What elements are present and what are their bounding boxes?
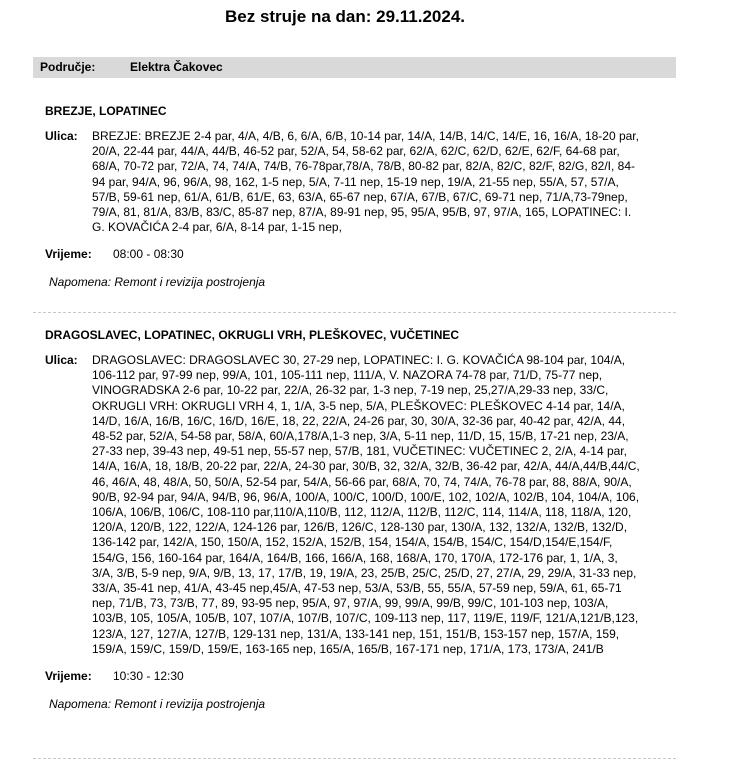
page-title: Bez struje na dan: 29.11.2024. xyxy=(224,7,465,26)
street-row xyxy=(45,129,675,235)
time-row xyxy=(45,247,675,262)
area-value: Elektra Čakovec xyxy=(130,60,223,74)
outage-title: BREZJE, LOPATINEC xyxy=(45,104,167,118)
street-label: Ulica: xyxy=(45,129,78,143)
outage-title: DRAGOSLAVEC, LOPATINEC, OKRUGLI VRH, PLEŠKOVEC, VUČETINEC xyxy=(45,328,460,342)
divider xyxy=(33,758,676,759)
area-bar xyxy=(33,57,676,78)
street-list: DRAGOSLAVEC: DRAGOSLAVEC 30, 27-29 nep, LOPATINEC: I. G. KOVAČIĆA 98-104 par, 104/A, 106-112 par, 97-99 nep, 99/A, 101, 105-111 nep, 111/A, V. NAZORA 74-78 par, 71/D, 75-77 nep, VINOGRADSKA 2-6 par, 10-22 par, 22/A, 26-32 par, 1-3 nep, 7-19 nep, 25,27/A,29-33 nep, 33/C, OKRUGLI VRH: OKRUGLI VRH 4, 1, 1/A, 3-5 nep, 5/A, PLEŠKOVEC: PLEŠKOVEC 4-14 par, 14/A, 14/D, 16/A, 16/B, 16/C, 16/D, 16/E, 18, 22, 22/A, 24-26 par, 30, 30/A, 32-36 par, 40-42 par, 42/A, 44, 48-52 par, 52/A, 54-58 par, 58/A, 60/A,178/A,1-3 nep, 3/A, 5-11 nep, 11/D, 15, 15/B, 17-21 nep, 23/A, 27-33 nep, 39-43 nep, 49-51 nep, 55-57 nep, 57/B, 181, VUČETINEC: VUČETINEC 2, 2/A, 4-14 par, 14/A, 16/A, 18, 18/B, 20-22 par, 22/A, 24-30 par, 30/B, 32, 32/A, 32/B, 36-42 par, 42/A, 44/A,44/B,44/C, 46, 46/A, 48, 48/A, 50, 50/A, 52-54 par, 54/A, 56-66 par, 68/A, 70, 74, 74/A, 76-78 par, 88, 88/A, 90/A, 90/B, 92-94 par, 94/A, 94/B, 96, 96/A, 100/A, 100/C, 100/D, 100/E, 102, 102/A, 102/B, 104, 104/A, 106, 106/A, 106/B, 106/C, 108-110 par,110/A,110/B, 112, 112/A, 112/B, 112/C, 114, 114/A, 118, 118/A, 120, 120/A, 120/B, 122, 122/A, 124-126 par, 126/B, 126/C, 128-130 par, 130/A, 132, 132/A, 132/B, 132/D, 136-142 par, 142/A, 150, 150/A, 152, 152/A, 152/B, 154, 154/A, 154/B, 154/C, 154/D,154/E,154/F, 154/G, 156, 160-164 par, 164/A, 164/B, 166, 166/A, 168, 168/A, 170, 170/A, 172-176 par, 1, 1/A, 3, 3/A, 3/B, 5-9 nep, 9/A, 9/B, 13, 17, 17/B, 19, 19/A, 23, 25/B, 25/C, 25/D, 27, 27/A, 29, 29/A, 31-33 nep, 33/A, 35-41 nep, 41/A, 43-45 nep,45/A, 47-53 nep, 53/A, 53/B, 55, 55/A, 57-59 nep, 59/A, 61, 65-71 nep, 71/B, 73, 73/B, 77, 89, 93-95 nep, 95/A, 97, 97/A, 99, 99/A, 99/B, 99/C, 101-103 nep, 103/A, 103/B, 105, 105/A, 105/B, 107, 107/A, 107/B, 107/C, 109-113 nep, 117, 119/E, 119/F, 121/A,121/B,123, 123/A, 127, 127/A, 127/B, 129-131 nep, 131/A, 133-141 nep, 151, 151/B, 153-157 nep, 157/A, 159, 159/A, 159/C, 159/D, 159/E, 163-165 nep, 165/A, 165/B, 167-171 nep, 171/A, 173, 173/A, 241/B xyxy=(92,353,640,656)
area-label: Područje: xyxy=(40,60,96,74)
street-row xyxy=(45,353,675,657)
street-label: Ulica: xyxy=(45,353,78,367)
time-label: Vrijeme: xyxy=(45,247,92,262)
street-list: BREZJE: BREZJE 2-4 par, 4/A, 4/B, 6, 6/A, 6/B, 10-14 par, 14/A, 14/B, 14/C, 14/E, 16, 16/A, 18-20 par, 20/A, 22-44 par, 44/A, 44/B, 46-52 par, 52/A, 54, 58-62 par, 62/A, 62/C, 62/D, 62/E, 62/F, 64-68 par, 68/A, 70-72 par, 72/A, 74, 74/A, 74/B, 76-78par,78/A, 78/B, 80-82 par, 82/A, 82/C, 82/F, 82/G, 82/I, 84-94 par, 94/A, 96, 96/A, 98, 162, 1-5 nep, 5/A, 7-11 nep, 15-19 nep, 19/A, 21-55 nep, 55/A, 57, 57/A, 57/B, 59-61 nep, 61/A, 61/B, 61/E, 63, 63/A, 65-67 nep, 67/A, 67/B, 67/C, 69-71 nep, 71/A,73-79nep, 79/A, 81, 81/A, 83/B, 83/C, 85-87 nep, 87/A, 89-91 nep, 95, 95/A, 95/B, 97, 97/A, 165, LOPATINEC: I. G. KOVAČIĆA 2-4 par, 6/A, 8-14 par, 1-15 nep, xyxy=(92,129,639,235)
time-value: 08:00 - 08:30 xyxy=(113,247,184,262)
outage-section-2 xyxy=(45,328,675,712)
time-value: 10:30 - 12:30 xyxy=(113,669,184,684)
time-row xyxy=(45,669,675,684)
note: Napomena: Remont i revizija postrojenja xyxy=(49,275,266,290)
note: Napomena: Remont i revizija postrojenja xyxy=(49,697,266,712)
divider xyxy=(33,312,676,313)
time-label: Vrijeme: xyxy=(45,669,92,684)
outage-section-1 xyxy=(45,104,675,290)
